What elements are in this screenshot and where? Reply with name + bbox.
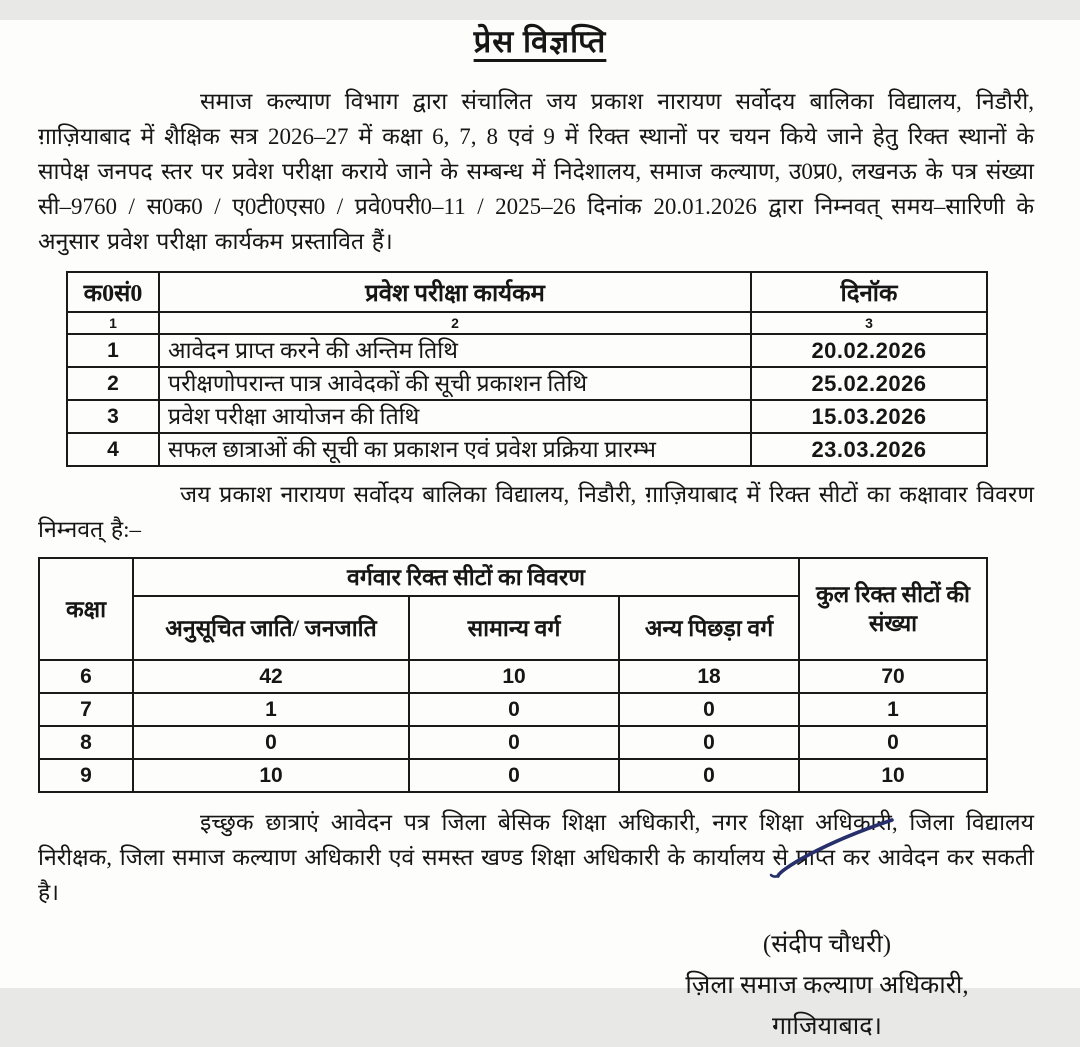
schedule-col-date-header: दिनॉक	[751, 272, 987, 312]
schedule-header-row	[67, 272, 987, 312]
table-row	[67, 433, 987, 466]
row-sno: 3	[67, 400, 159, 433]
table-row	[39, 759, 987, 792]
row-sno: 4	[67, 433, 159, 466]
cell-scst: 10	[133, 759, 409, 792]
vacant-seats-table	[38, 557, 988, 793]
table-row	[39, 660, 987, 693]
cell-obc: 18	[619, 660, 799, 693]
press-release-document	[0, 20, 1080, 1040]
column-number-2: 2	[159, 312, 751, 334]
cell-total: 10	[799, 759, 987, 792]
table-row	[67, 400, 987, 433]
exam-schedule-table	[66, 271, 988, 467]
row-sno: 1	[67, 334, 159, 367]
seats-category-group-header: वर्गवार रिक्त सीटों का विवरण	[133, 558, 799, 596]
cell-scst: 0	[133, 726, 409, 759]
row-activity: सफल छात्राओं की सूची का प्रकाशन एवं प्रवेश प्रक्रिया प्रारम्भ	[159, 433, 751, 466]
cell-class: 8	[39, 726, 133, 759]
signature-block	[632, 924, 1022, 1047]
table-row	[67, 334, 987, 367]
column-number-1: 1	[67, 312, 159, 334]
page-title: प्रेस विज्ञप्ति	[473, 24, 607, 59]
cell-class: 6	[39, 660, 133, 693]
cell-general: 0	[409, 759, 619, 792]
cell-general: 0	[409, 693, 619, 726]
table-row	[39, 693, 987, 726]
seats-group-header-row	[39, 558, 987, 596]
application-info-paragraph: इच्छुक छात्राएं आवेदन पत्र जिला बेसिक शिक्षा अधिकारी, नगर शिक्षा अधिकारी, जिला विद्यालय निरीक्षक, जिला समाज कल्याण अधिकारी एवं समस्त खण्ड शिक्षा अधिकारी के कार्यालय से प्राप्त कर आवेदन कर सकती है।	[38, 810, 1034, 905]
cell-obc: 0	[619, 759, 799, 792]
intro-paragraph: समाज कल्याण विभाग द्वारा संचालित जय प्रकाश नारायण सर्वोदय बालिका विद्यालय, निडौरी, ग़ाज़ियाबाद में शैक्षिक सत्र 2026–27 में कक्षा 6, 7, 8 एवं 9 में रिक्त स्थानों पर चयन किये जाने हेतु रिक्त स्थानों के सापेक्ष जनपद स्तर पर प्रवेश परीक्षा कराये जाने के सम्बन्ध में निदेशालय, समाज कल्याण, उ0प्र0, लखनऊ के पत्र संख्या सी–9760 / स0क0 / ए0टी0एस0 / प्रवे0परी0–11 / 2025–26 दिनांक 20.01.2026 द्वारा निम्नवत् समय–सारिणी के अनुसार प्रवेश परीक्षा कार्यकम प्रस्तावित हैं।	[38, 89, 1034, 254]
seats-intro-paragraph: जय प्रकाश नारायण सर्वोदय बालिका विद्यालय, निडौरी, ग़ाज़ियाबाद में रिक्त सीटों का कक्षावार विवरण निम्नवत् है:–	[38, 482, 1034, 542]
seats-scst-header: अनुसूचित जाति/ जनजाति	[133, 596, 409, 660]
seats-class-header: कक्षा	[39, 558, 133, 660]
cell-obc: 0	[619, 726, 799, 759]
cell-general: 0	[409, 726, 619, 759]
column-number-3: 3	[751, 312, 987, 334]
cell-scst: 42	[133, 660, 409, 693]
seats-general-header: सामान्य वर्ग	[409, 596, 619, 660]
row-date: 15.03.2026	[751, 400, 987, 433]
row-activity: आवेदन प्राप्त करने की अन्तिम तिथि	[159, 334, 751, 367]
signatory-name: (संदीप चौधरी)	[762, 931, 892, 958]
table-row	[67, 367, 987, 400]
row-date: 20.02.2026	[751, 334, 987, 367]
signatory-designation: ज़िला समाज कल्याण अधिकारी,	[685, 972, 969, 999]
cell-general: 10	[409, 660, 619, 693]
row-date: 25.02.2026	[751, 367, 987, 400]
cell-total: 70	[799, 660, 987, 693]
table-row	[39, 726, 987, 759]
cell-total: 1	[799, 693, 987, 726]
row-date: 23.03.2026	[751, 433, 987, 466]
cell-class: 7	[39, 693, 133, 726]
seats-obc-header: अन्य पिछड़ा वर्ग	[619, 596, 799, 660]
cell-obc: 0	[619, 693, 799, 726]
signatory-place: गाजियाबाद।	[771, 1013, 883, 1040]
cell-scst: 1	[133, 693, 409, 726]
row-activity: प्रवेश परीक्षा आयोजन की तिथि	[159, 400, 751, 433]
schedule-col-program-header: प्रवेश परीक्षा कार्यकम	[159, 272, 751, 312]
cell-total: 0	[799, 726, 987, 759]
schedule-col-sno-header: क0सं0	[67, 272, 159, 312]
seats-total-header: कुल रिक्त सीटों की संख्या	[799, 558, 987, 660]
row-activity: परीक्षणोपरान्त पात्र आवेदकों की सूची प्रकाशन तिथि	[159, 367, 751, 400]
cell-class: 9	[39, 759, 133, 792]
schedule-column-number-row	[67, 312, 987, 334]
row-sno: 2	[67, 367, 159, 400]
